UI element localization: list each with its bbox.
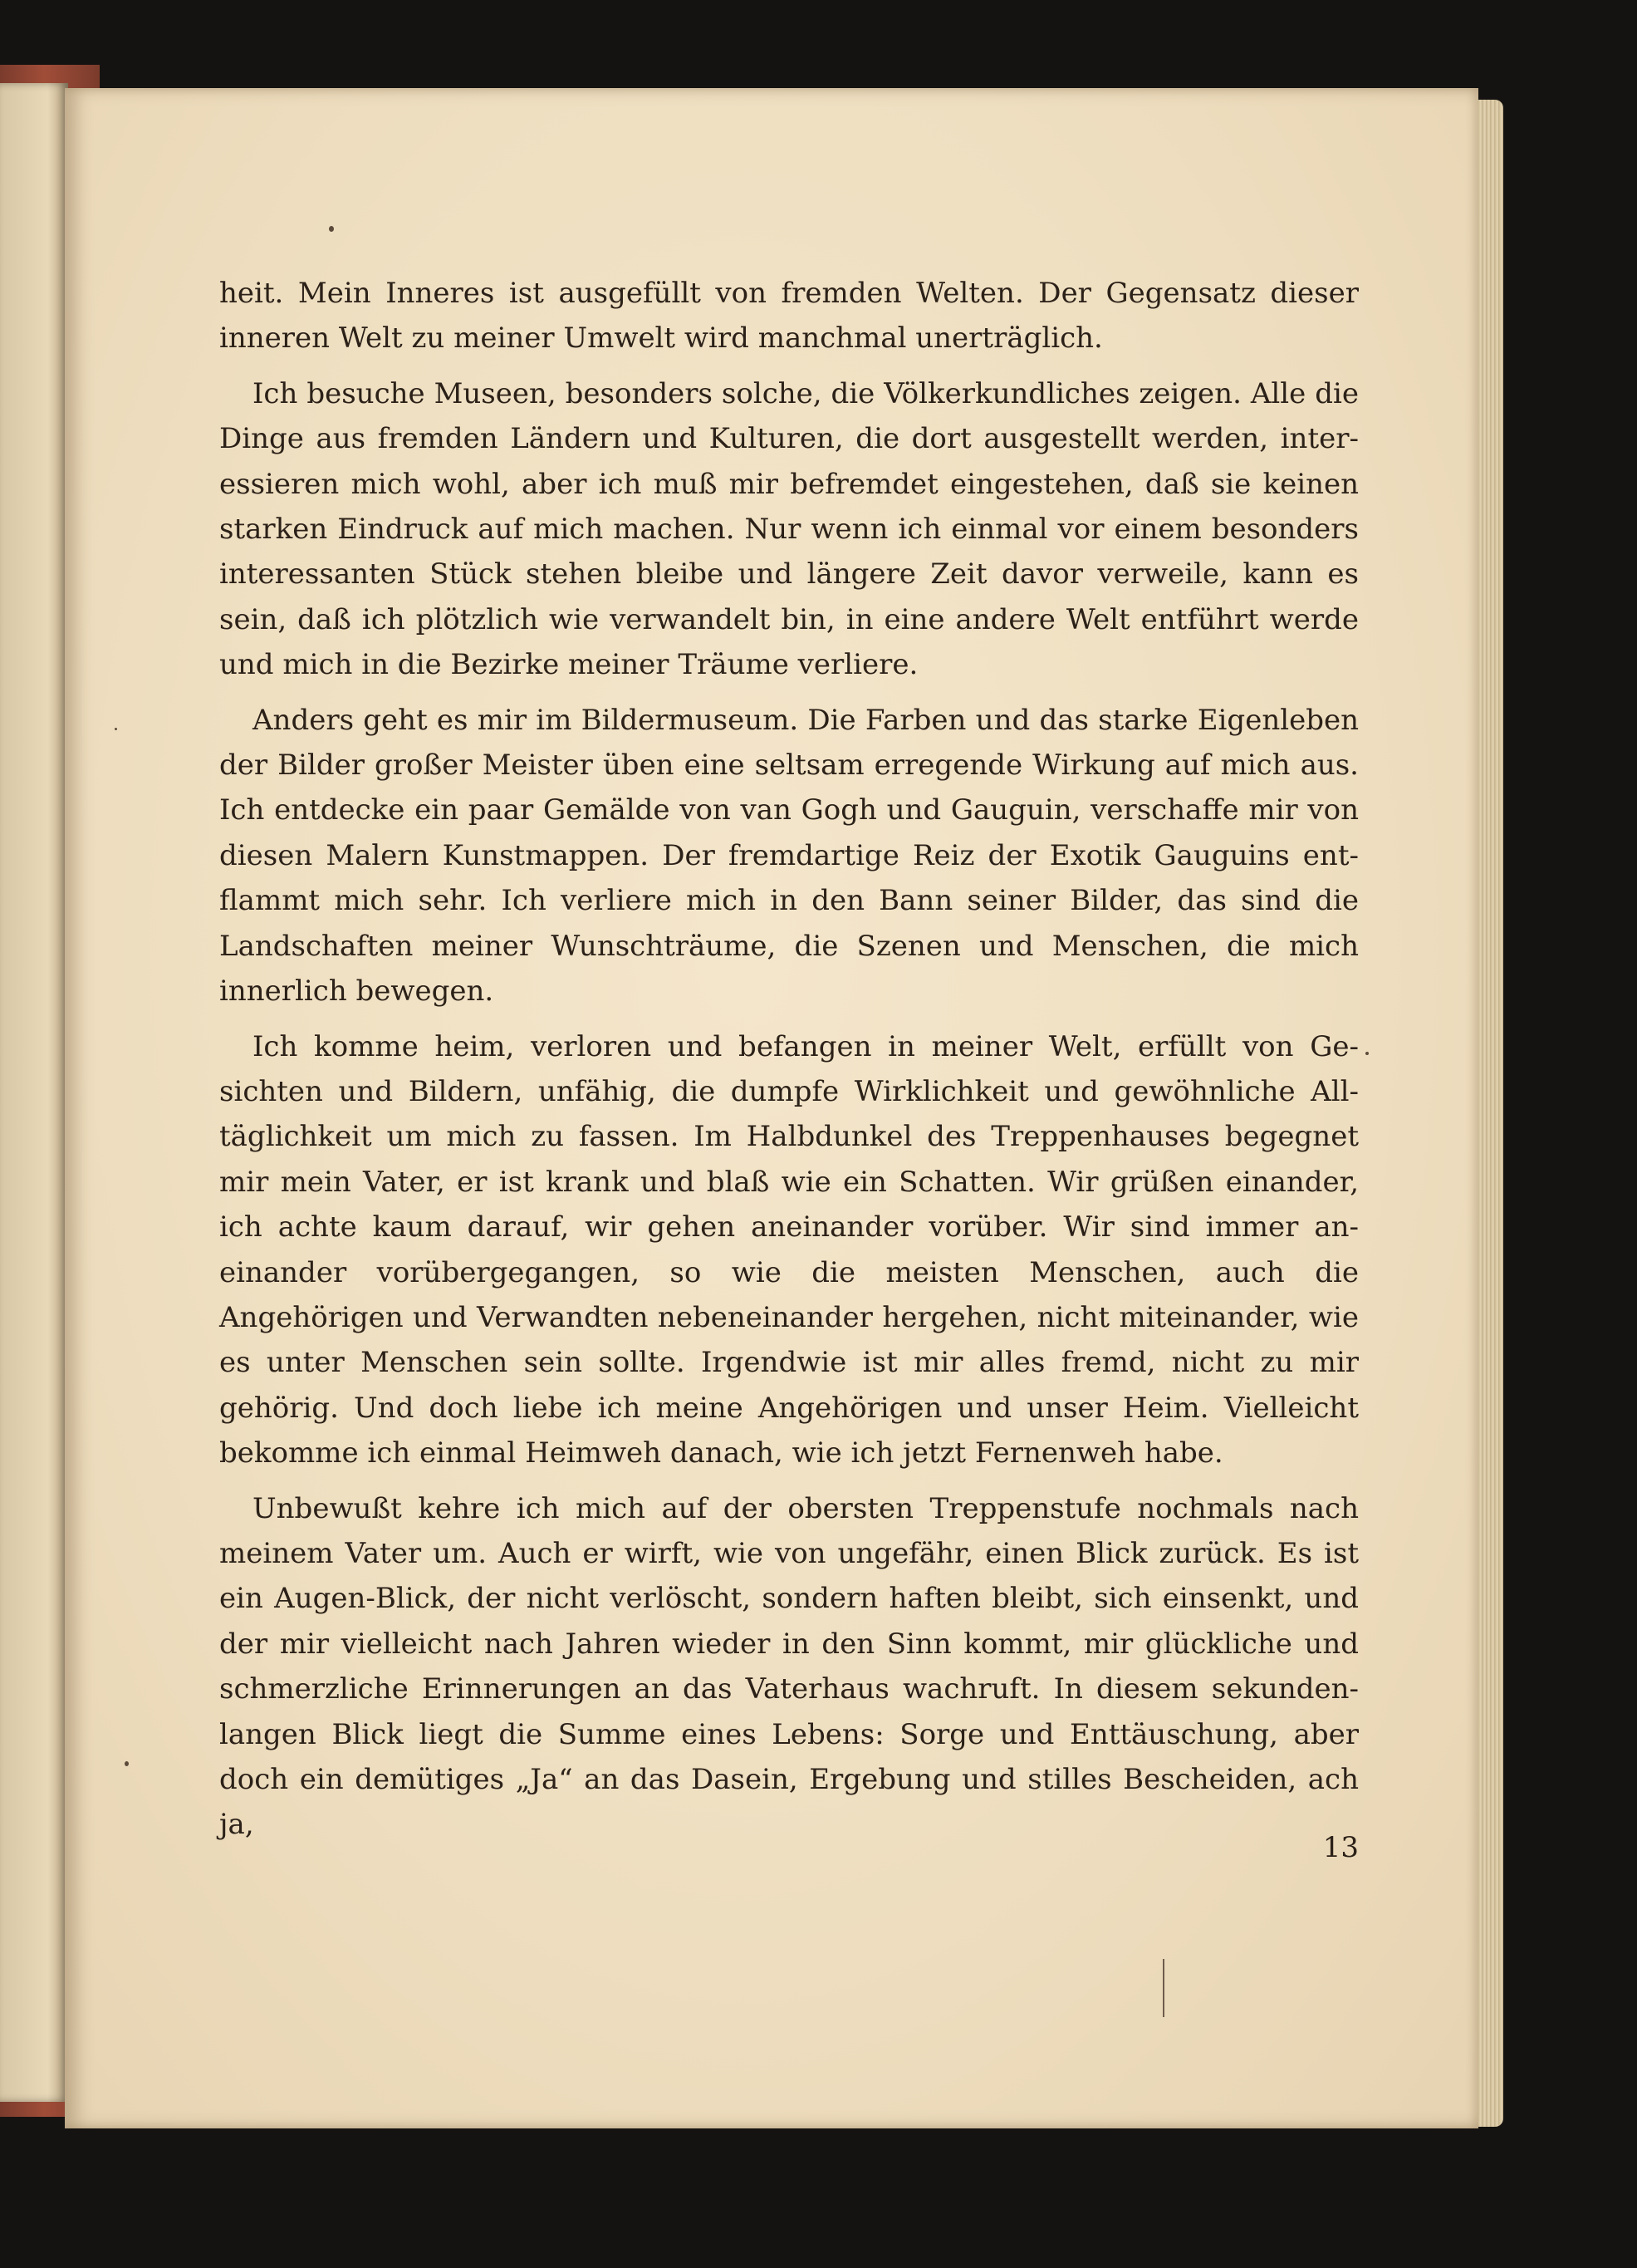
- paper-speck: [115, 728, 117, 730]
- left-page-edge: [0, 83, 68, 2102]
- paragraph: Ich komme heim, verloren und befangen in meiner Welt, erfüllt von Gesichten und Bildern, unfähig, die dumpfe Wirklichkeit und gewöhnliche Alltäglichkeit um mich zu fassen. Im Halbdunkel des Treppenhauses begegnet mir mein Vater, er ist krank und blaß wie ein Schatten. Wir grüßen einander, ich achte kaum darauf, wir gehen aneinander vorüber. Wir sind immer aneinander vorübergegangen, so wie die meisten Menschen, auch die Angehörigen und Verwandten nebeneinander hergehen, nicht miteinander, wie es unter Menschen sein sollte. Irgendwie ist mir alles fremd, nicht zu mir gehörig. Und doch liebe ich meine Angehörigen und unser Heim. Vielleicht bekomme ich einmal Heimweh danach, wie ich jetzt Fernenweh habe.: [219, 1029, 1359, 1470]
- paragraph: Ich besuche Museen, besonders solche, die Völkerkundliches zeigen. Alle die Dinge aus fremden Ländern und Kulturen, die dort ausgestellt werden, interessieren mich wohl, aber ich muß mir befremdet eingestehen, daß sie keinen starken Eindruck auf mich machen. Nur wenn ich einmal vor einem besonders interessanten Stück stehen bleibe und längere Zeit davor verweile, kann es sein, daß ich plötzlich wie verwandelt bin, in eine andere Welt entführt werde und mich in die Bezirke meiner Träume verliere.: [219, 376, 1359, 682]
- page-number: 13: [1322, 1831, 1359, 1864]
- paragraph: Unbewußt kehre ich mich auf der obersten Treppenstufe nochmals nach meinem Vater um. Auch er wirft, wie von ungefähr, einen Blick zurück. Es ist ein Augen-Blick, der nicht verlöscht, sondern haften bleibt, sich einsenkt, und der mir vielleicht nach Jahren wieder in den Sinn kommt, mir glückliche und schmerzliche Erinnerungen an das Vaterhaus wachruft. In diesem sekundenlangen Blick liegt die Summe eines Lebens: Sorge und Enttäuschung, aber doch ein demütiges „Ja“ an das Dasein, Ergebung und stilles Bescheiden, ach ja,: [219, 1491, 1359, 1842]
- paper-speck: [329, 226, 334, 232]
- paper-speck: [1365, 1052, 1369, 1055]
- body-text: [219, 271, 1359, 1858]
- paragraph: heit. Mein Inneres ist ausgefüllt von fremden Welten. Der Gegensatz dieser inneren Welt zu meiner Umwelt wird manchmal unerträglich.: [219, 277, 1359, 356]
- paper-speck: [125, 1761, 129, 1766]
- book-page: [65, 88, 1478, 2128]
- pencil-mark: [1163, 1959, 1164, 2017]
- paragraph: Anders geht es mir im Bildermuseum. Die Farben und das starke Eigenleben der Bilder großer Meister üben eine seltsam erregende Wirkung auf mich aus. Ich entdecke ein paar Gemälde von van Gogh und Gauguin, verschaffe mir von diesen Malern Kunstmappen. Der fremdartige Reiz der Exotik Gauguins entflammt mich sehr. Ich verliere mich in den Bann seiner Bilder, das sind die Landschaften meiner Wunschträume, die Szenen und Menschen, die mich innerlich bewegen.: [219, 703, 1359, 1009]
